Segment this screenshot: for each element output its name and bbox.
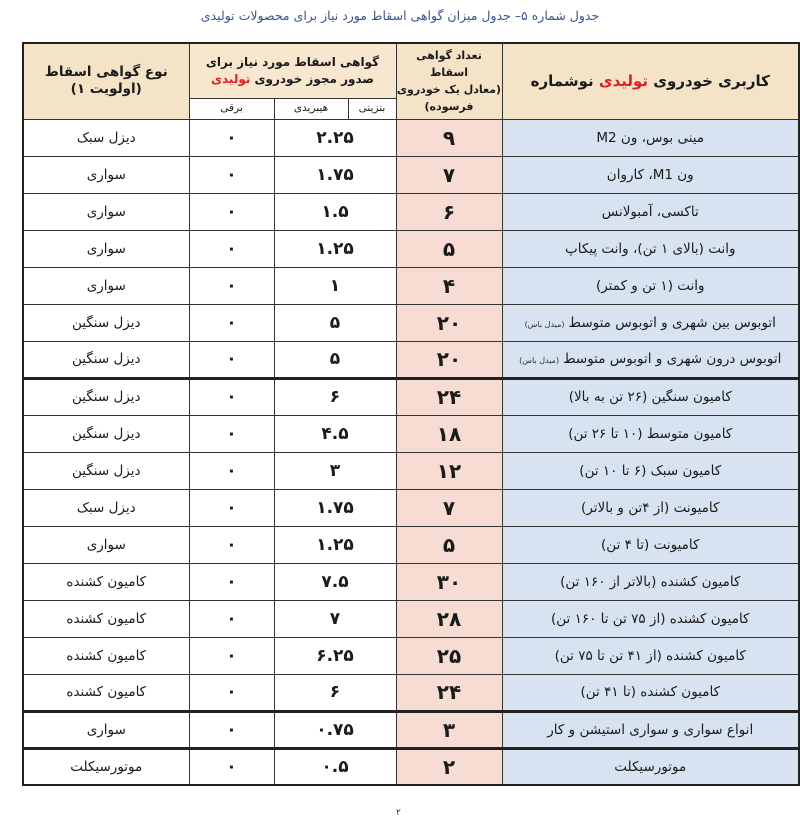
cell-electric: ۰ [189, 748, 274, 785]
subheader-hybrid: هیبریدی [274, 98, 348, 119]
cell-electric: ۰ [189, 452, 274, 489]
table-row [23, 415, 799, 452]
vehicle-label: مینی بوس، ون M2 [596, 129, 705, 146]
cell-cert-type: موتورسیکلت [23, 748, 189, 785]
table-row [23, 452, 799, 489]
cell-vehicle [502, 748, 799, 785]
vehicle-label: اتوبوس درون شهری و اتوبوس متوسط [563, 351, 782, 367]
cell-electric: ۰ [189, 711, 274, 748]
cell-vehicle [502, 489, 799, 526]
cell-electric: ۰ [189, 415, 274, 452]
cell-cert-type: سواری [23, 526, 189, 563]
cell-count: ۱۸ [396, 415, 502, 452]
vehicle-label: کامیون کشنده (از ۷۵ تن تا ۱۶۰ تن) [550, 610, 750, 627]
vehicle-label: کامیون سنگین (۲۶ تن به بالا) [568, 389, 732, 405]
vehicle-label: کامیون کشنده (تا ۴۱ تن) [580, 684, 721, 700]
cell-count: ۷ [396, 489, 502, 526]
cell-petrol-hybrid: ۱.۷۵ [274, 156, 396, 193]
header-vehicle: کاربری خودروی تولیدی نوشماره [502, 43, 799, 119]
cell-petrol-hybrid: ۱.۵ [274, 193, 396, 230]
cell-count: ۵ [396, 230, 502, 267]
vehicle-note: (میدل باس) [524, 319, 565, 329]
vehicle-label: موتورسیکلت [614, 758, 687, 775]
cell-vehicle [502, 563, 799, 600]
table-row [23, 119, 799, 156]
cell-count: ۷ [396, 156, 502, 193]
vehicle-label: کامیون سبک (۶ تا ۱۰ تن) [579, 462, 722, 479]
vehicle-label: کامیونت (تا ۴ تن) [601, 536, 700, 553]
cell-vehicle [502, 415, 799, 452]
cell-vehicle [502, 378, 799, 415]
cell-count: ۳ [396, 711, 502, 748]
cell-cert-type: سواری [23, 156, 189, 193]
cell-petrol-hybrid: ۳ [274, 452, 396, 489]
cell-cert-type: کامیون کشنده [23, 563, 189, 600]
cell-count: ۵ [396, 526, 502, 563]
cell-electric: ۰ [189, 674, 274, 711]
cell-count: ۲۰ [396, 341, 502, 378]
cell-count: ۲۴ [396, 378, 502, 415]
cell-count: ۲۸ [396, 600, 502, 637]
vehicle-note: (میدل باس) [519, 356, 560, 365]
cell-petrol-hybrid: ۱ [274, 267, 396, 304]
cell-cert-type: سواری [23, 230, 189, 267]
table-row [23, 526, 799, 563]
cell-count: ۲۵ [396, 637, 502, 674]
cell-petrol-hybrid: ۰.۵ [274, 748, 396, 785]
vehicle-label: انواع سواری و سواری استیشن و کار [547, 721, 754, 738]
cell-petrol-hybrid: ۱.۷۵ [274, 489, 396, 526]
header-cert-type: نوع گواهی اسقاط (اولویت ۱) [23, 43, 189, 119]
cell-petrol-hybrid: ۶ [274, 674, 396, 711]
table-row [23, 267, 799, 304]
vehicle-label: ون M1، کاروان [606, 166, 694, 183]
cell-electric: ۰ [189, 563, 274, 600]
cell-petrol-hybrid: ۶.۲۵ [274, 637, 396, 674]
vehicle-label: اتوبوس بین شهری و اتوبوس متوسط [568, 314, 776, 331]
cell-petrol-hybrid: ۰.۷۵ [274, 711, 396, 748]
vehicle-label: وانت (بالای ۱ تن)، وانت پیکاپ [565, 240, 736, 257]
cell-cert-type: کامیون کشنده [23, 637, 189, 674]
cell-count: ۲۴ [396, 674, 502, 711]
cell-petrol-hybrid: ۷ [274, 600, 396, 637]
cell-cert-type: کامیون کشنده [23, 674, 189, 711]
cell-vehicle [502, 674, 799, 711]
vehicle-label: وانت (۱ تن و کمتر) [595, 277, 705, 294]
cell-count: ۱۲ [396, 452, 502, 489]
cell-electric: ۰ [189, 230, 274, 267]
cell-electric: ۰ [189, 637, 274, 674]
table-row [23, 600, 799, 637]
vehicle-label: تاکسی، آمبولانس [601, 203, 699, 220]
cell-cert-type: دیزل سنگین [23, 304, 189, 341]
cell-petrol-hybrid: ۲.۲۵ [274, 119, 396, 156]
scrap-certificate-table [22, 42, 800, 786]
table-row [23, 489, 799, 526]
cell-vehicle [502, 267, 799, 304]
cell-electric: ۰ [189, 156, 274, 193]
cell-electric: ۰ [189, 341, 274, 378]
vehicle-label: کامیون کشنده (بالاتر از ۱۶۰ تن) [560, 573, 741, 590]
cell-cert-type: سواری [23, 193, 189, 230]
cell-vehicle [502, 637, 799, 674]
vehicle-label: کامیونت (از ۴تن و بالاتر) [581, 499, 720, 516]
table-row [23, 156, 799, 193]
table-row [23, 563, 799, 600]
table-row [23, 748, 799, 785]
cell-count: ۳۰ [396, 563, 502, 600]
cell-vehicle [502, 193, 799, 230]
cell-vehicle [502, 600, 799, 637]
header-count: تعداد گواهی اسقاط (معادل یک خودروی فرسوده) [396, 43, 502, 119]
cell-vehicle [502, 156, 799, 193]
cell-electric: ۰ [189, 600, 274, 637]
cell-petrol-hybrid: ۱.۲۵ [274, 526, 396, 563]
cell-electric: ۰ [189, 193, 274, 230]
cell-cert-type: سواری [23, 711, 189, 748]
vehicle-label: کامیون متوسط (۱۰ تا ۲۶ تن) [568, 425, 733, 442]
cell-vehicle [502, 230, 799, 267]
cell-electric: ۰ [189, 489, 274, 526]
table-caption [0, 8, 800, 23]
caption-prefix: جدول شماره ۵– [510, 8, 600, 23]
table-row [23, 304, 799, 341]
cell-petrol-hybrid: ۵ [274, 304, 396, 341]
table-body [23, 119, 799, 785]
cell-electric: ۰ [189, 119, 274, 156]
cell-vehicle [502, 119, 799, 156]
subheader-electric: برقی [189, 98, 274, 119]
cell-petrol-hybrid: ۱.۲۵ [274, 230, 396, 267]
cell-cert-type: سواری [23, 267, 189, 304]
cell-cert-type: دیزل سنگین [23, 415, 189, 452]
cell-count: ۹ [396, 119, 502, 156]
table-row [23, 193, 799, 230]
cell-cert-type: دیزل سبک [23, 489, 189, 526]
cell-vehicle [502, 304, 799, 341]
cell-electric: ۰ [189, 378, 274, 415]
table-row [23, 711, 799, 748]
header-required-cert: گواهی اسقاط مورد نیاز برای صدور مجوز خودروی تولیدی [189, 43, 396, 98]
table-row [23, 378, 799, 415]
cell-electric: ۰ [189, 304, 274, 341]
cell-vehicle [502, 711, 799, 748]
cell-cert-type: دیزل سنگین [23, 378, 189, 415]
cell-electric: ۰ [189, 526, 274, 563]
cell-vehicle [502, 526, 799, 563]
table-row [23, 341, 799, 378]
cell-cert-type: کامیون کشنده [23, 600, 189, 637]
page-number: ۲ [396, 808, 401, 818]
cell-count: ۶ [396, 193, 502, 230]
cell-vehicle [502, 341, 799, 378]
table-row [23, 230, 799, 267]
cell-petrol-hybrid: ۶ [274, 378, 396, 415]
cell-count: ۲ [396, 748, 502, 785]
cell-cert-type: دیزل سنگین [23, 452, 189, 489]
cell-vehicle [502, 452, 799, 489]
cell-cert-type: دیزل سبک [23, 119, 189, 156]
cell-count: ۴ [396, 267, 502, 304]
cell-count: ۲۰ [396, 304, 502, 341]
caption-text: جدول میزان گواهی اسقاط مورد نیاز برای محصولات تولیدی [200, 8, 511, 23]
cell-cert-type: دیزل سنگین [23, 341, 189, 378]
cell-petrol-hybrid: ۷.۵ [274, 563, 396, 600]
cell-petrol-hybrid: ۴.۵ [274, 415, 396, 452]
table-row [23, 637, 799, 674]
table-row [23, 674, 799, 711]
cell-electric: ۰ [189, 267, 274, 304]
cell-petrol-hybrid: ۵ [274, 341, 396, 378]
vehicle-label: کامیون کشنده (از ۴۱ تن تا ۷۵ تن) [554, 647, 746, 664]
subheader-petrol: بنزینی [348, 98, 396, 119]
